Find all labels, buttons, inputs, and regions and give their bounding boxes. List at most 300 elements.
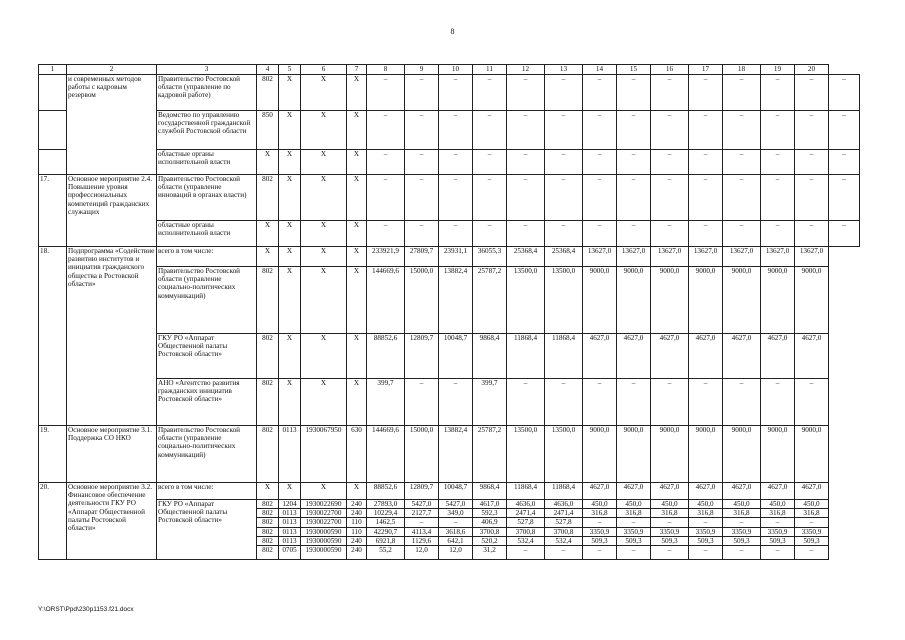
table-cell: 31,2 — [473, 546, 507, 560]
table-cell: X — [279, 379, 301, 426]
table-cell: – — [651, 518, 689, 527]
table-cell: – — [583, 518, 617, 527]
table-cell: – — [507, 175, 545, 221]
table-cell: 802 — [257, 536, 279, 545]
column-number: 6 — [301, 65, 347, 75]
table-cell: всего в том числе: — [157, 483, 257, 500]
table-cell: – — [689, 518, 723, 527]
table-cell: 10229,4 — [367, 509, 405, 518]
table-cell: 1930022700 — [301, 509, 347, 518]
table-cell: 36055,3 — [473, 247, 507, 267]
table-cell: – — [689, 221, 723, 247]
table-cell: 3350,9 — [617, 527, 651, 536]
table-cell: – — [761, 546, 795, 560]
table-cell: 4636,0 — [545, 500, 583, 509]
table-cell: 450,0 — [651, 500, 689, 509]
table-cell: 10048,7 — [439, 483, 473, 500]
table-cell: – — [723, 175, 761, 221]
table-cell: 9000,0 — [761, 267, 795, 334]
table-cell: – — [583, 111, 617, 150]
table-cell: – — [473, 75, 507, 111]
table-cell: 4636,0 — [507, 500, 545, 509]
table-row — [39, 500, 860, 509]
table-cell: X — [347, 247, 367, 267]
table-cell: 316,8 — [651, 509, 689, 518]
table-cell: – — [507, 221, 545, 247]
table-cell: X — [279, 483, 301, 500]
column-number: 20 — [795, 65, 829, 75]
table-cell: 11868,4 — [507, 483, 545, 500]
table-cell: 13627,0 — [761, 247, 795, 267]
table-row — [39, 247, 860, 267]
table-cell: – — [689, 546, 723, 560]
table-cell: 0113 — [279, 518, 301, 527]
table-cell: – — [795, 150, 829, 175]
table-cell: 4627,0 — [583, 334, 617, 379]
table-cell: – — [439, 518, 473, 527]
table-cell: – — [723, 150, 761, 175]
table-cell: 25787,2 — [473, 267, 507, 334]
table-cell: – — [545, 175, 583, 221]
column-number: 16 — [651, 65, 689, 75]
table-cell: 1930067950 — [301, 426, 347, 483]
table-cell: 4627,0 — [651, 483, 689, 500]
table-cell: 399,7 — [473, 379, 507, 426]
table-cell: 13627,0 — [583, 247, 617, 267]
table-cell: 88852,6 — [367, 483, 405, 500]
table-cell: X — [279, 267, 301, 334]
table-cell: – — [439, 111, 473, 150]
table-cell: X — [279, 111, 301, 150]
table-cell: 349,0 — [439, 509, 473, 518]
table-cell: 12,0 — [405, 546, 439, 560]
table-cell: – — [473, 111, 507, 150]
column-number: 17 — [689, 65, 723, 75]
table-row — [39, 334, 860, 379]
table-cell: – — [651, 221, 689, 247]
column-number: 3 — [157, 65, 257, 75]
table-cell: – — [405, 221, 439, 247]
table-cell: X — [279, 175, 301, 221]
table-cell: 527,8 — [507, 518, 545, 527]
table-cell: – — [473, 175, 507, 221]
table-cell: 0113 — [279, 527, 301, 536]
table-cell: 110 — [347, 527, 367, 536]
table-cell: 9000,0 — [795, 267, 829, 334]
table-cell: 5427,0 — [405, 500, 439, 509]
table-cell: 9000,0 — [651, 267, 689, 334]
table-cell: – — [583, 379, 617, 426]
table-cell: 9868,4 — [473, 483, 507, 500]
table-cell: 6921,8 — [367, 536, 405, 545]
table-cell: 18. — [39, 247, 67, 426]
table-cell: X — [301, 379, 347, 426]
table-cell: – — [367, 175, 405, 221]
table-cell — [39, 111, 67, 150]
table-cell: 27809,7 — [405, 247, 439, 267]
table-cell: 4627,0 — [583, 483, 617, 500]
table-cell: 20. — [39, 483, 67, 560]
table-cell: 233921,9 — [367, 247, 405, 267]
table-cell: – — [689, 175, 723, 221]
table-cell: – — [367, 150, 405, 175]
table-cell: X — [347, 483, 367, 500]
table-cell: – — [439, 379, 473, 426]
table-cell: 9000,0 — [617, 426, 651, 483]
table-cell: – — [761, 111, 795, 150]
table-cell: 4617,0 — [473, 500, 507, 509]
table-cell: 509,3 — [689, 536, 723, 545]
table-cell: 0113 — [279, 509, 301, 518]
table-cell: 509,3 — [761, 536, 795, 545]
table-cell: – — [651, 379, 689, 426]
table-cell: X — [279, 334, 301, 379]
table-cell: 316,8 — [617, 509, 651, 518]
table-cell: 23931,1 — [439, 247, 473, 267]
table-row — [39, 175, 860, 221]
table-cell: 4627,0 — [617, 483, 651, 500]
column-number: 11 — [473, 65, 507, 75]
table-cell: – — [723, 518, 761, 527]
table-cell: – — [617, 150, 651, 175]
table-cell: – — [583, 75, 617, 111]
table-cell: 316,8 — [723, 509, 761, 518]
table-cell: 1462,5 — [367, 518, 405, 527]
table-cell: 55,2 — [367, 546, 405, 560]
table-row — [39, 75, 860, 111]
table-cell: – — [761, 150, 795, 175]
table-cell: – — [723, 221, 761, 247]
table-cell: 509,3 — [723, 536, 761, 545]
table-cell: – — [617, 546, 651, 560]
table-cell: 9000,0 — [723, 267, 761, 334]
table-cell: X — [301, 334, 347, 379]
table-cell: – — [829, 221, 860, 247]
table-cell: – — [689, 111, 723, 150]
table-cell: – — [723, 111, 761, 150]
table-cell: – — [545, 221, 583, 247]
table-cell: X — [301, 75, 347, 111]
table-cell: – — [439, 175, 473, 221]
table-cell: 450,0 — [583, 500, 617, 509]
page-number: 8 — [450, 27, 455, 36]
table-cell: – — [405, 379, 439, 426]
table-cell: X — [301, 111, 347, 150]
table-row — [39, 379, 860, 426]
table-cell: 4627,0 — [689, 334, 723, 379]
table-cell — [39, 150, 67, 175]
table-cell: – — [723, 379, 761, 426]
table-cell: 9000,0 — [723, 426, 761, 483]
table-cell: – — [405, 150, 439, 175]
table-cell: Правительство Ростовской области (управление социально-политических коммуникаций) — [157, 426, 257, 483]
table-cell: 1930000590 — [301, 527, 347, 536]
table-cell: 802 — [257, 426, 279, 483]
table-cell: 2127,7 — [405, 509, 439, 518]
table-cell: 9000,0 — [795, 426, 829, 483]
table-cell: Правительство Ростовской области (управление социально-политических коммуникаций) — [157, 267, 257, 334]
table-cell: 110 — [347, 518, 367, 527]
table-cell: X — [301, 267, 347, 334]
table-cell: 3350,9 — [583, 527, 617, 536]
table-cell: 3350,9 — [689, 527, 723, 536]
table-cell: X — [279, 247, 301, 267]
table-cell: 532,4 — [545, 536, 583, 545]
table-cell: 630 — [347, 426, 367, 483]
table-cell: X — [301, 150, 347, 175]
table-cell: 1930000590 — [301, 546, 347, 560]
table-cell: ГКУ РО «Аппарат Общественной палаты Ростовской области» — [157, 334, 257, 379]
table-cell: X — [347, 267, 367, 334]
table-row — [39, 150, 860, 175]
table-cell: – — [367, 111, 405, 150]
table-cell: – — [795, 518, 829, 527]
table-cell: – — [617, 379, 651, 426]
table-cell: 802 — [257, 334, 279, 379]
table-cell: 450,0 — [617, 500, 651, 509]
table-row — [39, 426, 860, 483]
table-cell: – — [545, 75, 583, 111]
table-cell: 13500,0 — [545, 426, 583, 483]
table-cell: X — [347, 75, 367, 111]
table-row — [39, 483, 860, 500]
table-cell: – — [405, 175, 439, 221]
table-cell: 5427,0 — [439, 500, 473, 509]
table-cell: X — [347, 150, 367, 175]
table-cell: 527,8 — [545, 518, 583, 527]
table-cell: X — [347, 379, 367, 426]
table-cell: 0113 — [279, 426, 301, 483]
table-cell: – — [617, 175, 651, 221]
table-cell: – — [545, 379, 583, 426]
table-cell: 316,8 — [689, 509, 723, 518]
table-cell: областные органы исполнительной власти — [157, 150, 257, 175]
table-cell: 4627,0 — [761, 334, 795, 379]
table-cell: 15000,0 — [405, 267, 439, 334]
table-cell: 802 — [257, 379, 279, 426]
table-cell: – — [761, 175, 795, 221]
table-cell: 802 — [257, 500, 279, 509]
table-cell: 13500,0 — [507, 426, 545, 483]
table-cell: Основное мероприятие 3.1. Поддержка СО НКО — [67, 426, 157, 483]
column-number: 12 — [507, 65, 545, 75]
column-number: 8 — [367, 65, 405, 75]
table-cell: 9000,0 — [583, 267, 617, 334]
table-cell: 15000,0 — [405, 426, 439, 483]
table-cell: – — [545, 150, 583, 175]
table-cell: 4627,0 — [761, 483, 795, 500]
column-number: 19 — [761, 65, 795, 75]
table-cell: – — [689, 75, 723, 111]
table-cell: 450,0 — [761, 500, 795, 509]
table-cell: – — [439, 75, 473, 111]
table-cell: 27893,0 — [367, 500, 405, 509]
table-cell: 802 — [257, 509, 279, 518]
column-number: 15 — [617, 65, 651, 75]
table-cell: 2471,4 — [507, 509, 545, 518]
table-cell: 11868,4 — [545, 483, 583, 500]
table-cell: X — [279, 150, 301, 175]
table-cell: – — [829, 111, 860, 150]
table-cell: – — [583, 175, 617, 221]
table-cell: 11868,4 — [545, 334, 583, 379]
table-cell: – — [761, 75, 795, 111]
table-cell: X — [301, 247, 347, 267]
table-cell: 4627,0 — [795, 483, 829, 500]
table-cell: 13627,0 — [651, 247, 689, 267]
table-cell: – — [367, 221, 405, 247]
table-cell: 240 — [347, 500, 367, 509]
table-cell: 9000,0 — [651, 426, 689, 483]
table-cell: 19. — [39, 426, 67, 483]
table-cell: Правительство Ростовской области (управление по кадровой работе) — [157, 75, 257, 111]
table-cell: – — [795, 111, 829, 150]
table-cell: X — [301, 175, 347, 221]
column-number: 2 — [67, 65, 157, 75]
table-cell: 3350,9 — [761, 527, 795, 536]
table-cell: – — [617, 75, 651, 111]
table-cell: – — [829, 150, 860, 175]
table-cell: – — [651, 546, 689, 560]
table-cell: АНО «Агентство развития гражданских инициатив Ростовской области» — [157, 379, 257, 426]
table-cell: 509,3 — [583, 536, 617, 545]
table-cell: 17. — [39, 175, 67, 247]
table-cell: – — [473, 221, 507, 247]
table-cell: и современных методов работы с кадровым резервом — [67, 75, 157, 175]
table-cell: 4627,0 — [723, 334, 761, 379]
table-row — [39, 267, 860, 334]
table-cell: – — [761, 518, 795, 527]
table-cell: – — [439, 150, 473, 175]
table-cell: – — [795, 221, 829, 247]
table-cell: 13627,0 — [689, 247, 723, 267]
table-cell: 3700,8 — [545, 527, 583, 536]
table-cell: X — [347, 221, 367, 247]
table-cell: – — [689, 150, 723, 175]
table-cell: – — [829, 75, 860, 111]
table-cell: 3700,8 — [473, 527, 507, 536]
program-table — [38, 64, 860, 560]
table-cell: – — [507, 75, 545, 111]
column-number-row — [39, 65, 860, 75]
table-cell: 13882,4 — [439, 267, 473, 334]
table-cell: 3350,9 — [723, 527, 761, 536]
table-cell: 0705 — [279, 546, 301, 560]
table-cell: – — [439, 221, 473, 247]
table-cell: ГКУ РО «Аппарат Общественной палаты Ростовской области» — [157, 500, 257, 560]
table-cell: 316,8 — [583, 509, 617, 518]
table-row — [39, 221, 860, 247]
table-cell: – — [545, 111, 583, 150]
table-cell: X — [257, 247, 279, 267]
table-cell: 509,3 — [795, 536, 829, 545]
table-cell: 316,8 — [795, 509, 829, 518]
table-cell: 802 — [257, 267, 279, 334]
table-cell: – — [405, 111, 439, 150]
table-cell: 802 — [257, 546, 279, 560]
column-number: 13 — [545, 65, 583, 75]
table-cell: – — [583, 221, 617, 247]
table-cell: – — [507, 111, 545, 150]
table-cell: – — [405, 518, 439, 527]
table-cell: 13500,0 — [507, 267, 545, 334]
table-cell: 9000,0 — [761, 426, 795, 483]
table-cell: X — [279, 221, 301, 247]
table-cell: – — [545, 546, 583, 560]
column-number: 9 — [405, 65, 439, 75]
table-cell: X — [347, 111, 367, 150]
table-cell: 399,7 — [367, 379, 405, 426]
table-cell: 4627,0 — [617, 334, 651, 379]
table-cell: 10048,7 — [439, 334, 473, 379]
table-cell: – — [405, 75, 439, 111]
table-cell: 9868,4 — [473, 334, 507, 379]
column-number: 7 — [347, 65, 367, 75]
table-cell: 0113 — [279, 536, 301, 545]
table-cell: 9000,0 — [689, 426, 723, 483]
table-cell: – — [651, 150, 689, 175]
table-cell: 1930022700 — [301, 518, 347, 527]
table-cell: 520,2 — [473, 536, 507, 545]
table-cell: X — [257, 483, 279, 500]
table-cell: 802 — [257, 527, 279, 536]
table-cell: X — [301, 483, 347, 500]
table-cell: 450,0 — [689, 500, 723, 509]
table-cell: 4113,4 — [405, 527, 439, 536]
table-cell: – — [795, 546, 829, 560]
table-cell: Ведомство по управлению государственной гражданской службой Ростовской области — [157, 111, 257, 150]
table-cell: – — [617, 518, 651, 527]
table-cell: – — [651, 175, 689, 221]
column-number: 10 — [439, 65, 473, 75]
column-number: 4 — [257, 65, 279, 75]
table-cell: Основное мероприятие 3.2. Финансовое обеспечение деятельности ГКУ РО «Аппарат Общественной палаты Ростовской области» — [67, 483, 157, 560]
table-cell: Основное мероприятие 2.4. Повышение уровня профессиональных компетенций гражданских служащих — [67, 175, 157, 247]
table-cell: 12,0 — [439, 546, 473, 560]
table-cell: X — [257, 221, 279, 247]
table-cell: 13882,4 — [439, 426, 473, 483]
table-cell: 9000,0 — [689, 267, 723, 334]
table-cell: – — [723, 75, 761, 111]
table-cell: 406,9 — [473, 518, 507, 527]
column-number: 1 — [39, 65, 67, 75]
table-cell: 12809,7 — [405, 334, 439, 379]
table-cell: – — [723, 546, 761, 560]
table-cell: – — [507, 379, 545, 426]
table-cell: – — [795, 175, 829, 221]
table-cell: 42290,7 — [367, 527, 405, 536]
table-cell: Подпрограмма «Содействие развитию институтов и инициатив гражданского общества в Ростовской области» — [67, 247, 157, 426]
table-cell: 509,3 — [651, 536, 689, 545]
table-cell: 12809,7 — [405, 483, 439, 500]
table-cell: 4627,0 — [795, 334, 829, 379]
table-cell: 4627,0 — [651, 334, 689, 379]
table-cell: – — [617, 111, 651, 150]
table-cell: 3350,9 — [651, 527, 689, 536]
table-cell: – — [689, 379, 723, 426]
table-cell: 4627,0 — [689, 483, 723, 500]
file-path-footer: Y:\ORST\Ppd\230p1153.f21.docx — [38, 606, 134, 613]
table-cell: X — [347, 175, 367, 221]
table-cell: 450,0 — [795, 500, 829, 509]
table-cell: 25368,4 — [507, 247, 545, 267]
table-cell: 802 — [257, 75, 279, 111]
table-cell: 9000,0 — [617, 267, 651, 334]
column-number: 5 — [279, 65, 301, 75]
table-cell: X — [301, 221, 347, 247]
table-cell: 3618,6 — [439, 527, 473, 536]
table-cell: 1129,6 — [405, 536, 439, 545]
